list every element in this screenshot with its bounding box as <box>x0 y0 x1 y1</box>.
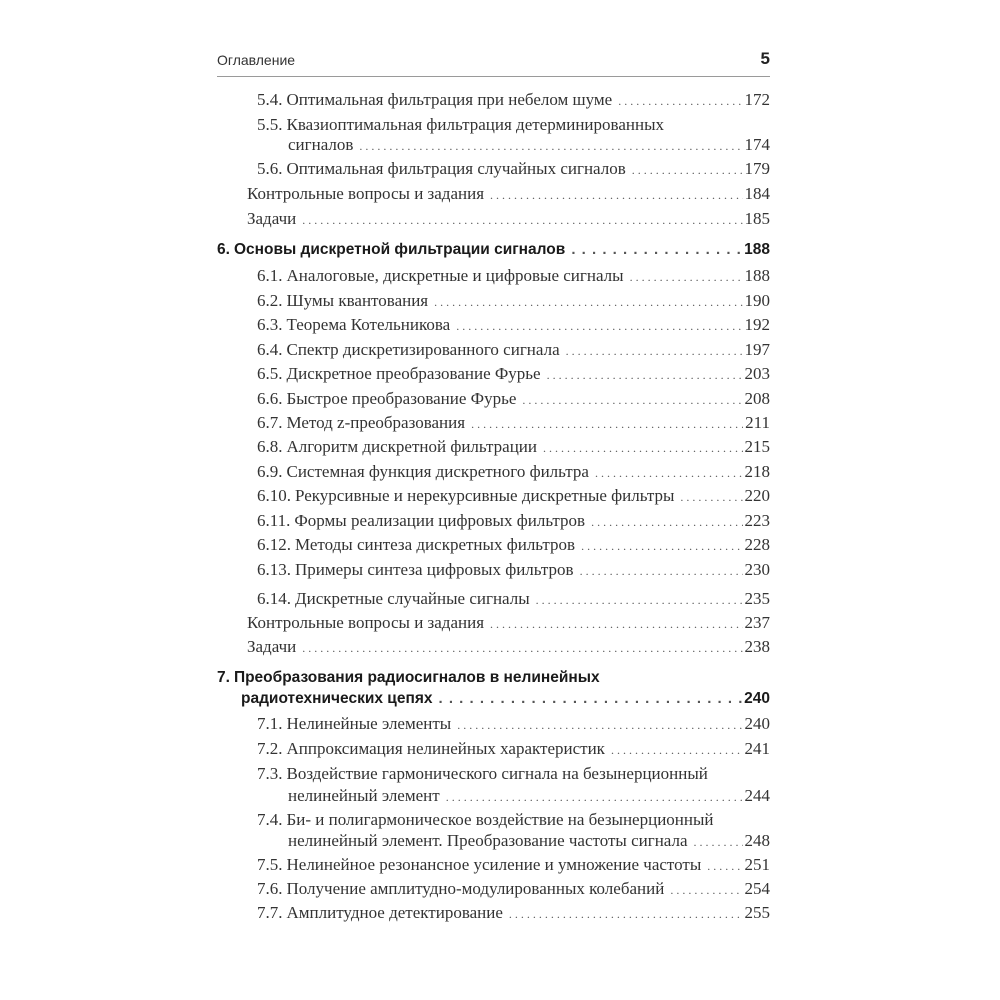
dot-leader <box>670 879 742 899</box>
entry-title-continuation: нелинейный элемент <box>288 786 440 805</box>
toc-section[interactable] <box>257 855 770 877</box>
entry-title: Получение амплитудно-модулированных колебаний <box>286 879 665 898</box>
entry-page: 241 <box>744 739 770 758</box>
entry-title: Би- и полигармоническое воздействие на безынерционный <box>286 810 714 829</box>
dot-leader <box>694 831 743 851</box>
running-header-title: Оглавление <box>217 52 296 68</box>
entry-title: Методы синтеза дискретных фильтров <box>295 535 576 554</box>
toc-section[interactable] <box>257 462 770 484</box>
entry-page: 228 <box>744 535 770 554</box>
entry-title: Алгоритм дискретной фильтрации <box>286 437 537 456</box>
toc-section[interactable] <box>257 340 770 362</box>
toc-section[interactable] <box>257 511 770 533</box>
entry-page: 197 <box>744 340 770 359</box>
entry-title: Примеры синтеза цифровых фильтров <box>295 560 574 579</box>
entry-page: 184 <box>744 184 770 203</box>
toc-section[interactable] <box>257 389 770 411</box>
entry-title: Метод z-преобразования <box>286 413 466 432</box>
dot-leader <box>457 714 742 734</box>
entry-page: 208 <box>744 389 770 408</box>
entry-title: Нелинейное резонансное усиление и умножение частоты <box>286 855 702 874</box>
entry-page: 235 <box>744 589 770 608</box>
toc-section[interactable] <box>257 159 770 181</box>
entry-page: 174 <box>744 135 770 154</box>
dot-leader <box>571 241 742 259</box>
entry-title: Теорема Котельникова <box>286 315 451 334</box>
running-header <box>217 50 770 77</box>
entry-title: Контрольные вопросы и задания <box>247 184 485 203</box>
entry-title-continuation: нелинейный элемент. Преобразование частоты сигнала <box>288 831 688 850</box>
dot-leader <box>509 903 743 923</box>
dot-leader <box>707 855 742 875</box>
entry-number: 5.4. <box>257 90 283 109</box>
entry-title: Дискретное преобразование Фурье <box>286 364 541 383</box>
entry-number: 7. <box>217 669 230 686</box>
toc-misc-entry[interactable] <box>247 637 770 659</box>
toc-section[interactable] <box>288 786 770 808</box>
entry-page: 188 <box>744 241 770 258</box>
entry-page: 203 <box>744 364 770 383</box>
dot-leader <box>302 209 742 229</box>
toc-section[interactable] <box>288 135 770 157</box>
dot-leader <box>543 437 743 457</box>
entry-title: Аналоговые, дискретные и цифровые сигналы <box>286 266 624 285</box>
entry-number: 6.5. <box>257 364 283 383</box>
toc-section[interactable] <box>257 115 664 135</box>
entry-page: 240 <box>744 690 770 707</box>
entry-page: 190 <box>744 291 770 310</box>
dot-leader <box>580 560 743 580</box>
dot-leader <box>471 413 743 433</box>
entry-number: 5.6. <box>257 159 283 178</box>
entry-page: 188 <box>744 266 770 285</box>
entry-page: 238 <box>744 637 770 656</box>
dot-leader <box>536 589 743 609</box>
dot-leader <box>434 291 742 311</box>
entry-page: 244 <box>744 786 770 805</box>
toc-section[interactable] <box>257 589 770 611</box>
entry-page: 254 <box>744 879 770 898</box>
dot-leader <box>438 690 742 708</box>
toc-section[interactable] <box>257 810 714 830</box>
dot-leader <box>581 535 742 555</box>
entry-number: 6.8. <box>257 437 283 456</box>
entry-number: 7.7. <box>257 903 283 922</box>
entry-number: 6.13. <box>257 560 291 579</box>
entry-number: 6.4. <box>257 340 283 359</box>
entry-title: Системная функция дискретного фильтра <box>286 462 589 481</box>
toc-section[interactable] <box>257 413 770 435</box>
entry-title: Спектр дискретизированного сигнала <box>286 340 560 359</box>
toc-misc-entry[interactable] <box>247 209 770 231</box>
toc-section[interactable] <box>288 831 770 853</box>
dot-leader <box>630 266 743 286</box>
entry-page: 223 <box>744 511 770 530</box>
entry-title: Основы дискретной фильтрации сигналов <box>233 241 566 258</box>
dot-leader <box>302 637 742 657</box>
entry-page: 218 <box>744 462 770 481</box>
entry-number: 7.2. <box>257 739 283 758</box>
entry-title: Оптимальная фильтрация случайных сигналов <box>286 159 626 178</box>
toc-chapter[interactable] <box>217 669 600 687</box>
toc-section[interactable] <box>257 764 708 784</box>
toc-section[interactable] <box>257 903 770 925</box>
toc-section[interactable] <box>257 535 770 557</box>
entry-number: 6. <box>217 241 230 258</box>
dot-leader <box>680 486 742 506</box>
dot-leader <box>591 511 742 531</box>
entry-number: 5.5. <box>257 115 283 134</box>
page-number: 5 <box>760 49 770 68</box>
toc-chapter[interactable] <box>217 241 770 263</box>
dot-leader <box>446 786 743 806</box>
entry-number: 6.6. <box>257 389 283 408</box>
entry-title: Воздействие гармонического сигнала на безынерционный <box>286 764 708 783</box>
entry-title: Нелинейные элементы <box>286 714 452 733</box>
entry-title-continuation: радиотехнических цепях <box>241 690 433 707</box>
entry-number: 6.9. <box>257 462 283 481</box>
entry-number: 7.6. <box>257 879 283 898</box>
entry-number: 6.3. <box>257 315 283 334</box>
entry-title: Квазиоптимальная фильтрация детерминированных <box>286 115 664 134</box>
dot-leader <box>359 135 742 155</box>
entry-number: 6.1. <box>257 266 283 285</box>
toc-section[interactable] <box>257 879 770 901</box>
entry-title: Контрольные вопросы и задания <box>247 613 485 632</box>
dot-leader <box>547 364 743 384</box>
entry-title: Задачи <box>247 637 297 656</box>
toc-section[interactable] <box>257 90 770 112</box>
dot-leader <box>595 462 743 482</box>
entry-number: 7.1. <box>257 714 283 733</box>
entry-title: Быстрое преобразование Фурье <box>286 389 517 408</box>
toc-section[interactable] <box>257 714 770 736</box>
entry-page: 230 <box>744 560 770 579</box>
entry-title: Преобразования радиосигналов в нелинейных <box>233 669 600 686</box>
entry-number: 6.14. <box>257 589 291 608</box>
entry-page: 255 <box>744 903 770 922</box>
entry-number: 7.5. <box>257 855 283 874</box>
toc-section[interactable] <box>257 291 770 313</box>
toc-section[interactable] <box>257 364 770 386</box>
entry-page: 240 <box>744 714 770 733</box>
entry-title: Рекурсивные и нерекурсивные дискретные фильтры <box>295 486 675 505</box>
entry-title: Дискретные случайные сигналы <box>295 589 530 608</box>
dot-leader <box>618 90 742 110</box>
entry-page: 192 <box>744 315 770 334</box>
entry-page: 215 <box>744 437 770 456</box>
entry-page: 248 <box>744 831 770 850</box>
dot-leader <box>566 340 743 360</box>
dot-leader <box>611 739 743 759</box>
entry-title: Формы реализации цифровых фильтров <box>294 511 586 530</box>
toc-section[interactable] <box>257 560 770 582</box>
toc-chapter[interactable] <box>241 690 770 712</box>
entry-page: 251 <box>744 855 770 874</box>
entry-title: Шумы квантования <box>286 291 429 310</box>
dot-leader <box>490 613 742 633</box>
entry-number: 7.3. <box>257 764 283 783</box>
entry-page: 237 <box>744 613 770 632</box>
toc-section[interactable] <box>257 437 770 459</box>
entry-title: Задачи <box>247 209 297 228</box>
entry-number: 6.7. <box>257 413 283 432</box>
toc-section[interactable] <box>257 315 770 337</box>
dot-leader <box>632 159 743 179</box>
entry-number: 6.10. <box>257 486 291 505</box>
entry-title: Амплитудное детектирование <box>286 903 503 922</box>
toc-section[interactable] <box>257 266 770 288</box>
entry-title: Аппроксимация нелинейных характеристик <box>286 739 605 758</box>
entry-title-continuation: сигналов <box>288 135 354 154</box>
toc-misc-entry[interactable] <box>247 184 770 206</box>
entry-number: 7.4. <box>257 810 283 829</box>
toc-section[interactable] <box>257 486 770 508</box>
entry-title: Оптимальная фильтрация при небелом шуме <box>286 90 613 109</box>
entry-page: 211 <box>745 413 770 432</box>
entry-number: 6.2. <box>257 291 283 310</box>
entry-number: 6.11. <box>257 511 291 530</box>
entry-page: 185 <box>744 209 770 228</box>
dot-leader <box>456 315 742 335</box>
entry-page: 172 <box>744 90 770 109</box>
entry-page: 179 <box>744 159 770 178</box>
entry-page: 220 <box>744 486 770 505</box>
dot-leader <box>522 389 742 409</box>
entry-number: 6.12. <box>257 535 291 554</box>
toc-section[interactable] <box>257 739 770 761</box>
dot-leader <box>490 184 742 204</box>
toc-misc-entry[interactable] <box>247 613 770 635</box>
